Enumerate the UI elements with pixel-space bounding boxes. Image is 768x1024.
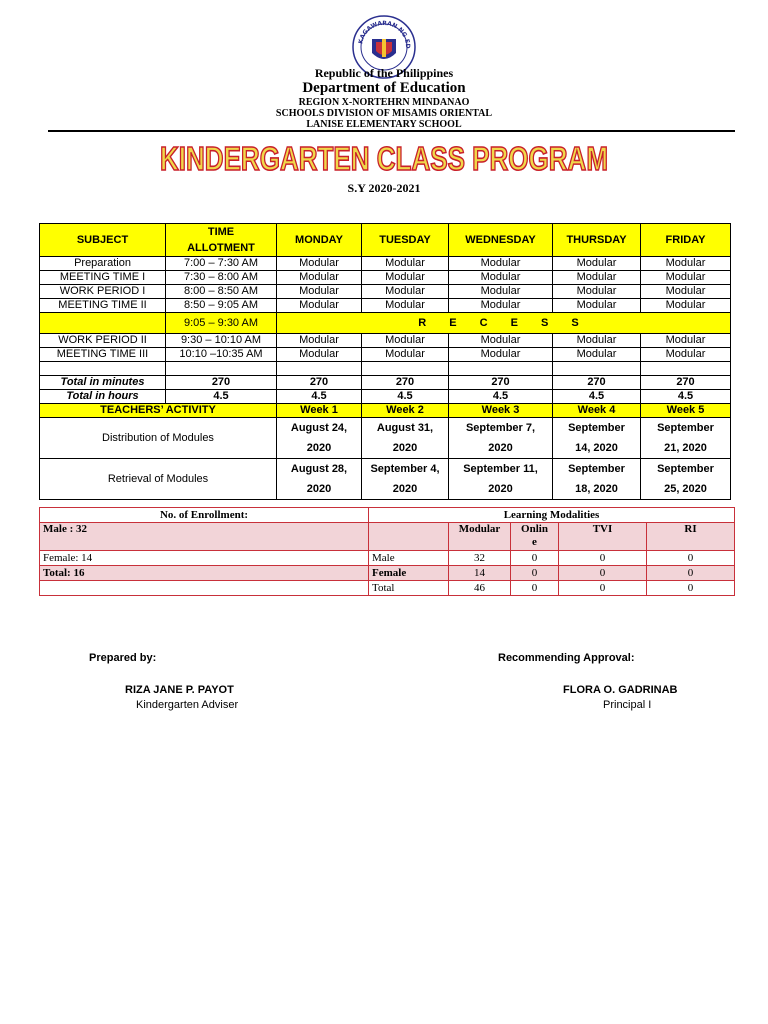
friday-cell: Modular <box>641 299 731 313</box>
division-line: SCHOOLS DIVISION OF MISAMIS ORIENTAL <box>275 108 493 119</box>
distribution-date: September 21, 2020 <box>641 418 731 459</box>
week-label: Week 1 <box>277 404 362 418</box>
thursday-cell: Modular <box>553 348 641 362</box>
modality-value: 0 <box>559 566 647 581</box>
retrieval-date: September 25, 2020 <box>641 459 731 500</box>
total-minutes-value: 270 <box>641 376 731 390</box>
friday-cell: Modular <box>641 334 731 348</box>
friday-cell: Modular <box>641 285 731 299</box>
retrieval-date: September 18, 2020 <box>553 459 641 500</box>
modality-blank <box>369 523 449 551</box>
friday-cell: Modular <box>641 348 731 362</box>
time-cell: 9:30 – 10:10 AM <box>166 334 277 348</box>
recess-row <box>40 313 731 334</box>
monday-cell: Modular <box>277 285 362 299</box>
modality-value: 14 <box>449 566 511 581</box>
wednesday-cell: Modular <box>449 271 553 285</box>
header-subject: SUBJECT <box>40 224 166 257</box>
time-cell: 8:00 – 8:50 AM <box>166 285 277 299</box>
modality-value: 0 <box>511 566 559 581</box>
enrollment-row-male <box>40 523 735 551</box>
modality-header-modular: Modular <box>449 523 511 551</box>
modality-value: 0 <box>559 551 647 566</box>
tuesday-cell: Modular <box>362 299 449 313</box>
wednesday-cell: Modular <box>449 334 553 348</box>
distribution-label: Distribution of Modules <box>40 418 277 459</box>
header-divider <box>48 130 735 132</box>
modality-value: 0 <box>647 581 735 596</box>
modality-value: 0 <box>647 551 735 566</box>
header-tuesday: TUESDAY <box>362 224 449 257</box>
thursday-cell: Modular <box>553 271 641 285</box>
region-line: REGION X-NORTEHRN MINDANAO <box>298 97 470 108</box>
time-allotment-label: TIME ALLOTMENT <box>187 226 255 254</box>
recess-time-cell: 9:05 – 9:30 AM <box>166 313 277 334</box>
tuesday-cell: Modular <box>362 257 449 271</box>
enrollment-row-female <box>40 551 735 566</box>
table-row <box>40 257 731 271</box>
subject-cell: MEETING TIME II <box>40 299 166 313</box>
monday-cell: Modular <box>277 334 362 348</box>
wednesday-cell: Modular <box>449 257 553 271</box>
blank-cell <box>641 362 731 376</box>
school-year: S.Y 2020-2021 <box>347 181 421 195</box>
friday-cell: Modular <box>641 271 731 285</box>
total-hours-label: Total in hours <box>40 390 166 404</box>
total-minutes-value: 270 <box>277 376 362 390</box>
enrollment-table <box>39 507 735 596</box>
blank-cell <box>40 362 166 376</box>
modality-value: 46 <box>449 581 511 596</box>
tuesday-cell: Modular <box>362 271 449 285</box>
modality-row-label: Total <box>369 581 449 596</box>
monday-cell: Modular <box>277 348 362 362</box>
table-row <box>40 285 731 299</box>
enrollment-row-sum <box>40 581 735 596</box>
modality-row-label: Male <box>369 551 449 566</box>
svg-text:KAGAWARAN NG EDUKASYON: KAGAWARAN NG ED <box>357 19 412 49</box>
total-minutes-value: 270 <box>449 376 553 390</box>
thursday-cell: Modular <box>553 257 641 271</box>
retrieval-date: September 4, 2020 <box>362 459 449 500</box>
subject-cell: Preparation <box>40 257 166 271</box>
week-label: Week 2 <box>362 404 449 418</box>
distribution-date: September 14, 2020 <box>553 418 641 459</box>
tuesday-cell: Modular <box>362 334 449 348</box>
monday-cell: Modular <box>277 299 362 313</box>
republic-line: Republic of the Philippines <box>314 66 454 80</box>
total-hours-value: 4.5 <box>449 390 553 404</box>
time-cell: 10:10 –10:35 AM <box>166 348 277 362</box>
table-row <box>40 334 731 348</box>
male-count: Male : 32 <box>40 523 369 551</box>
modality-header-ri: RI <box>647 523 735 551</box>
total-minutes-row <box>40 376 731 390</box>
subject-cell: WORK PERIOD II <box>40 334 166 348</box>
prepared-by-position: Kindergarten Adviser <box>136 699 239 711</box>
prepared-by-label: Prepared by: <box>89 652 157 664</box>
thursday-cell: Modular <box>553 299 641 313</box>
distribution-date: August 31, 2020 <box>362 418 449 459</box>
class-program-table <box>39 223 731 500</box>
week-label: Week 5 <box>641 404 731 418</box>
office-lines <box>0 97 768 130</box>
teachers-activity-label: TEACHERS’ ACTIVITY <box>40 404 277 418</box>
approval-position: Principal I <box>603 699 652 711</box>
blank-cell <box>277 362 362 376</box>
blank-cell <box>449 362 553 376</box>
modalities-header: Learning Modalities <box>369 508 735 523</box>
modality-value: 0 <box>511 581 559 596</box>
wednesday-cell: Modular <box>449 348 553 362</box>
subject-cell: MEETING TIME III <box>40 348 166 362</box>
total-minutes-label: Total in minutes <box>40 376 166 390</box>
modality-value: 0 <box>511 551 559 566</box>
retrieval-date: September 11, 2020 <box>449 459 553 500</box>
enrollment-row-total <box>40 566 735 581</box>
table-row <box>40 299 731 313</box>
total-hours-value: 4.5 <box>641 390 731 404</box>
teachers-activity-row <box>40 404 731 418</box>
retrieval-row <box>40 459 731 500</box>
modality-value: 32 <box>449 551 511 566</box>
subject-cell: MEETING TIME I <box>40 271 166 285</box>
thursday-cell: Modular <box>553 334 641 348</box>
header-friday: FRIDAY <box>641 224 731 257</box>
total-hours-value: 4.5 <box>553 390 641 404</box>
table-header-row <box>40 224 731 257</box>
female-count: Female: 14 <box>40 551 369 566</box>
time-cell: 7:30 – 8:00 AM <box>166 271 277 285</box>
modality-header-tvi: TVI <box>559 523 647 551</box>
approval-label: Recommending Approval: <box>498 652 635 664</box>
title-wordart: KINDERGARTEN CLASS PROGRAM <box>160 140 608 177</box>
total-count: Total: 16 <box>40 566 369 581</box>
header-monday: MONDAY <box>277 224 362 257</box>
enrollment-header-row <box>40 508 735 523</box>
total-hours-value: 4.5 <box>277 390 362 404</box>
distribution-row <box>40 418 731 459</box>
tuesday-cell: Modular <box>362 348 449 362</box>
thursday-cell: Modular <box>553 285 641 299</box>
department-line: Department of Education <box>302 80 466 96</box>
blank-cell <box>553 362 641 376</box>
total-minutes-value: 270 <box>553 376 641 390</box>
modality-header-online: Onlin e <box>511 523 559 551</box>
wednesday-cell: Modular <box>449 299 553 313</box>
recess-label: R E C E S S <box>277 313 731 334</box>
time-cell: 8:50 – 9:05 AM <box>166 299 277 313</box>
header-wednesday: WEDNESDAY <box>449 224 553 257</box>
blank-cell <box>40 581 369 596</box>
distribution-date: September 7, 2020 <box>449 418 553 459</box>
week-label: Week 3 <box>449 404 553 418</box>
total-minutes-value: 270 <box>362 376 449 390</box>
school-line: LANISE ELEMENTARY SCHOOL <box>306 119 462 130</box>
recess-empty-cell <box>40 313 166 334</box>
modality-value: 0 <box>647 566 735 581</box>
total-hours-row <box>40 390 731 404</box>
distribution-date: August 24, 2020 <box>277 418 362 459</box>
page-title <box>0 138 768 178</box>
header-thursday: THURSDAY <box>553 224 641 257</box>
blank-cell <box>166 362 277 376</box>
enrollment-header: No. of Enrollment: <box>40 508 369 523</box>
table-row <box>40 348 731 362</box>
retrieval-label: Retrieval of Modules <box>40 459 277 500</box>
table-row <box>40 271 731 285</box>
time-cell: 7:00 – 7:30 AM <box>166 257 277 271</box>
modality-row-label: Female <box>369 566 449 581</box>
blank-cell <box>362 362 449 376</box>
total-minutes-value: 270 <box>166 376 277 390</box>
retrieval-date: August 28, 2020 <box>277 459 362 500</box>
modality-value: 0 <box>559 581 647 596</box>
subject-cell: WORK PERIOD I <box>40 285 166 299</box>
blank-row <box>40 362 731 376</box>
wednesday-cell: Modular <box>449 285 553 299</box>
header-time-allotment <box>166 224 277 257</box>
monday-cell: Modular <box>277 257 362 271</box>
monday-cell: Modular <box>277 271 362 285</box>
total-hours-value: 4.5 <box>166 390 277 404</box>
approval-name: FLORA O. GADRINAB <box>563 684 678 696</box>
prepared-by-name: RIZA JANE P. PAYOT <box>125 684 234 696</box>
week-label: Week 4 <box>553 404 641 418</box>
friday-cell: Modular <box>641 257 731 271</box>
total-hours-value: 4.5 <box>362 390 449 404</box>
tuesday-cell: Modular <box>362 285 449 299</box>
